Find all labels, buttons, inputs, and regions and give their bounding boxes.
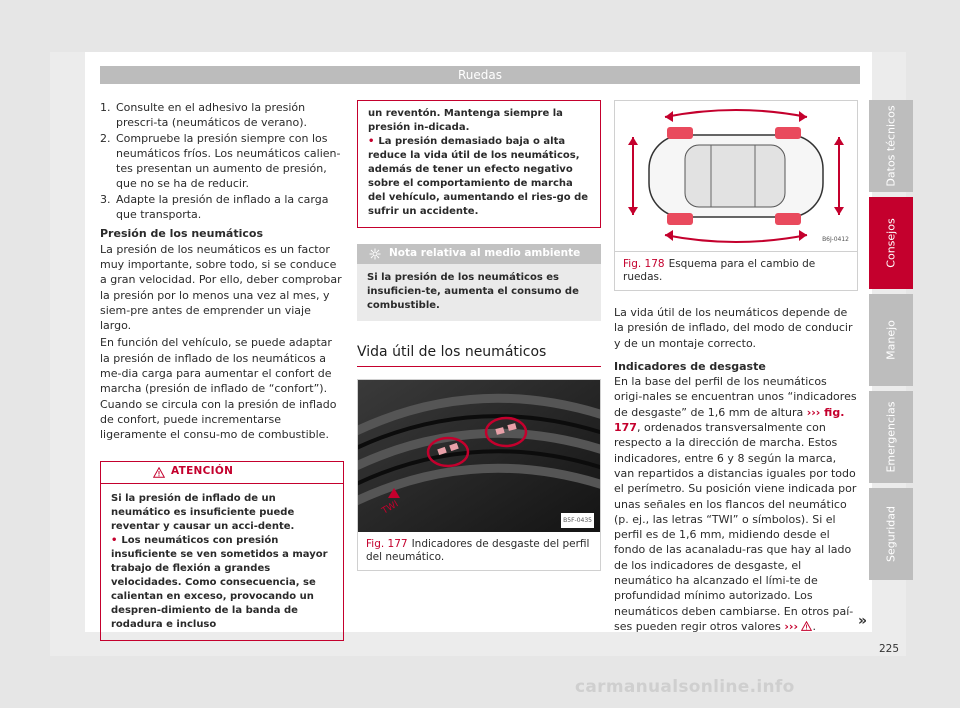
figure-number: Fig. 177 — [366, 538, 408, 551]
warning-bullet: • La presión demasiado baja o alta reduce la vida útil de los neumáticos, además de tener un efecto negativo sobre el comportamiento de marcha del vehículo, aumentando el ries-go de sufrir un accidente. — [368, 136, 589, 217]
tab-datos-tecnicos[interactable]: Datos técnicos — [869, 100, 913, 192]
list-item: 1. Consulte en el adhesivo la presión prescri-ta (neumáticos de verano). — [100, 101, 308, 130]
warning-header — [101, 462, 343, 484]
car-diagram-image — [615, 101, 857, 251]
column-3 — [614, 100, 858, 636]
figure-caption: Fig. 177 Indicadores de desgaste del perfil del neumático. — [366, 538, 590, 564]
column-1 — [100, 100, 344, 641]
paragraph: En la base del perfil de los neumáticos origi-nales se encuentran unos “indicadores de desgaste” de 1,6 mm de altura ››› fig. 177, ordenados transversalmente con respecto a la dirección de marcha. Estos indicadores, entre 6 y 8 según la marca, van repartidos a distancias iguales por todo el perímetro. Su posición viene indicada por unas señales en los flancos del neumático (p. ej., las letras “TWI” o símbolos). Si el perfil es de 1,6 mm, midiendo desde el fondo de las acanaladu-ras que hay al lado de los indicadores de desgaste, el neumático ha alcanzado el lími-te de profundidad mínimo autorizado. Los neumáticos deben cambiarse. En otros paí-ses pueden regir otros valores ››› . — [614, 375, 857, 633]
watermark: carmanualsonline.info — [575, 677, 795, 697]
tab-seguridad[interactable]: Seguridad — [869, 488, 913, 580]
paragraph: En función del vehículo, se puede adaptar la presión de inflado de los neumáticos a me-dia carga para aumentar el confort de marcha (presión de inflado de “confort”). Cuando se circula con la presión de inflado de confort, puede incrementarse ligeramente el consu-mo de combustible. — [100, 336, 337, 442]
figure-178 — [614, 100, 858, 291]
tab-consejos[interactable]: Consejos — [869, 197, 913, 289]
section-title: Vida útil de los neumáticos — [357, 345, 601, 367]
figure-177 — [357, 379, 601, 571]
image-code: B6J-0412 — [820, 232, 851, 247]
warning-triangle-icon — [153, 467, 165, 478]
environment-icon — [369, 248, 381, 260]
warning-bullet: • Los neumáticos con presión insuficiente se ven sometidos a mayor trabajo de flexión a grandes velocidades. Como consecuencia, se calientan en exceso, provocando un despren-dimiento de la banda de rodadura e incluso — [111, 534, 328, 630]
section-header: Ruedas — [100, 66, 860, 84]
warning-cont-text: un reventón. Mantenga siempre la presión in-dicada. — [368, 108, 563, 133]
environment-note-header — [357, 244, 601, 264]
warning-box — [100, 461, 344, 641]
list-item: 2. Compruebe la presión siempre con los neumáticos fríos. Los neumáticos calien-tes presentan un aumento de presión, que no se ha de reducir. — [100, 131, 341, 191]
bullet-icon: • — [368, 136, 375, 147]
tab-emergencias[interactable]: Emergencias — [869, 391, 913, 483]
warning-triangle-icon — [801, 621, 812, 631]
paragraph: La vida útil de los neumáticos depende de la presión de inflado, del modo de conducir y de un montaje correcto. — [614, 306, 853, 350]
list-item: 3. Adapte la presión de inflado a la carga que transporta. — [100, 192, 329, 222]
tire-tread-illustration — [358, 380, 600, 532]
next-page-indicator: » — [858, 613, 868, 629]
warning-continuation — [357, 100, 601, 228]
figure-caption: Fig. 178 Esquema para el cambio de ruedas. — [615, 251, 857, 290]
column-2 — [357, 100, 601, 571]
twi-label: TWI — [380, 499, 401, 517]
wheel-rotation-diagram — [615, 101, 857, 251]
warning-title: ATENCIÓN — [171, 465, 234, 478]
tire-tread-image — [358, 380, 600, 532]
environment-note-title: Nota relativa al medio ambiente — [389, 247, 581, 260]
tab-manejo[interactable]: Manejo — [869, 294, 913, 386]
warning-link[interactable]: ››› . — [784, 619, 816, 633]
bullet-icon: • — [111, 534, 118, 546]
steps-list — [100, 100, 344, 222]
image-code: B5F-0435 — [561, 513, 594, 528]
figure-number: Fig. 178 — [623, 258, 665, 270]
paragraph: La presión de los neumáticos es un factor muy importante, sobre todo, si se conduce a gran velocidad. Por ello, deber comprobar la presión por lo menos una vez al mes, y siem-pre antes de emprender un viaje largo. — [100, 242, 342, 333]
environment-note-body: Si la presión de los neumáticos es insuficien-te, aumenta el consumo de combustible. — [357, 264, 601, 321]
warning-body — [101, 484, 343, 640]
page-number: 225 — [879, 643, 900, 655]
subheading-pressure: Presión de los neumáticos — [100, 227, 264, 241]
figure-link[interactable]: ››› fig. 177 — [614, 405, 845, 435]
subheading-wear-indicators: Indicadores de desgaste — [614, 359, 766, 373]
warning-intro: Si la presión de inflado de un neumático es insuficiente puede reventar y causar un acci-dente. — [111, 492, 295, 532]
